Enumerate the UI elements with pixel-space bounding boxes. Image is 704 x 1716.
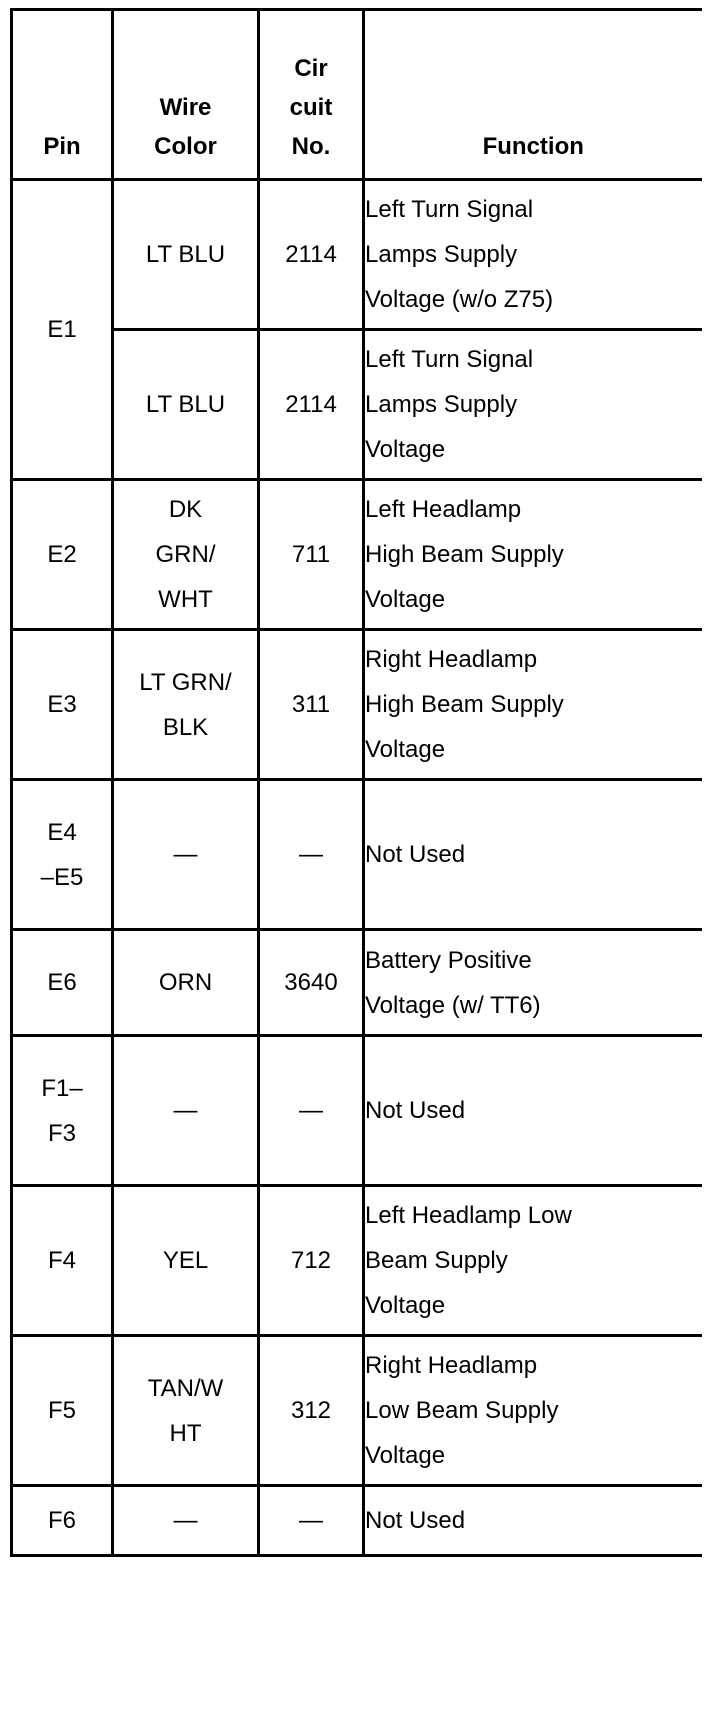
wire-color-cell: DK GRN/ WHT xyxy=(113,480,259,630)
table-row xyxy=(12,1186,702,1336)
table-row xyxy=(12,480,702,630)
pin-cell: E1 xyxy=(12,180,113,480)
function-cell: Right Headlamp High Beam Supply Voltage xyxy=(364,630,702,780)
pin-cell: F1– F3 xyxy=(12,1036,113,1186)
wire-color-cell: — xyxy=(113,1486,259,1556)
circuit-cell: — xyxy=(259,780,364,930)
function-cell: Not Used xyxy=(364,1486,702,1556)
function-cell: Left Turn Signal Lamps Supply Voltage (w/o Z75) xyxy=(364,180,702,330)
pin-cell: E2 xyxy=(12,480,113,630)
pin-cell: F5 xyxy=(12,1336,113,1486)
connector-pinout-table xyxy=(10,8,702,1557)
function-cell: Not Used xyxy=(364,780,702,930)
circuit-cell: — xyxy=(259,1486,364,1556)
wire-color-cell: LT BLU xyxy=(113,180,259,330)
function-cell: Right Headlamp Low Beam Supply Voltage xyxy=(364,1336,702,1486)
table-row xyxy=(12,630,702,780)
circuit-cell: 312 xyxy=(259,1336,364,1486)
circuit-cell: 2114 xyxy=(259,330,364,480)
header-pin: Pin xyxy=(12,10,113,180)
circuit-cell: 711 xyxy=(259,480,364,630)
function-cell: Battery Positive Voltage (w/ TT6) xyxy=(364,930,702,1036)
pin-cell: F4 xyxy=(12,1186,113,1336)
function-cell: Not Used xyxy=(364,1036,702,1186)
pin-cell: E3 xyxy=(12,630,113,780)
wire-color-cell: ORN xyxy=(113,930,259,1036)
wire-color-cell: — xyxy=(113,780,259,930)
header-circuit-no: Cir cuit No. xyxy=(259,10,364,180)
circuit-cell: — xyxy=(259,1036,364,1186)
table-row xyxy=(12,330,702,480)
pin-cell: E6 xyxy=(12,930,113,1036)
table-row xyxy=(12,1036,702,1186)
table-row xyxy=(12,1486,702,1556)
table-row xyxy=(12,930,702,1036)
table-row xyxy=(12,180,702,330)
header-function: Function xyxy=(364,10,702,180)
wire-color-cell: LT BLU xyxy=(113,330,259,480)
table-row xyxy=(12,780,702,930)
wire-color-cell: YEL xyxy=(113,1186,259,1336)
circuit-cell: 311 xyxy=(259,630,364,780)
pin-cell: E4 –E5 xyxy=(12,780,113,930)
header-wire-color: Wire Color xyxy=(113,10,259,180)
circuit-cell: 3640 xyxy=(259,930,364,1036)
pin-cell: F6 xyxy=(12,1486,113,1556)
function-cell: Left Turn Signal Lamps Supply Voltage xyxy=(364,330,702,480)
wire-color-cell: LT GRN/ BLK xyxy=(113,630,259,780)
table-row xyxy=(12,1336,702,1486)
function-cell: Left Headlamp Low Beam Supply Voltage xyxy=(364,1186,702,1336)
circuit-cell: 712 xyxy=(259,1186,364,1336)
function-cell: Left Headlamp High Beam Supply Voltage xyxy=(364,480,702,630)
circuit-cell: 2114 xyxy=(259,180,364,330)
wire-color-cell: — xyxy=(113,1036,259,1186)
header-row xyxy=(12,10,702,180)
wire-color-cell: TAN/W HT xyxy=(113,1336,259,1486)
